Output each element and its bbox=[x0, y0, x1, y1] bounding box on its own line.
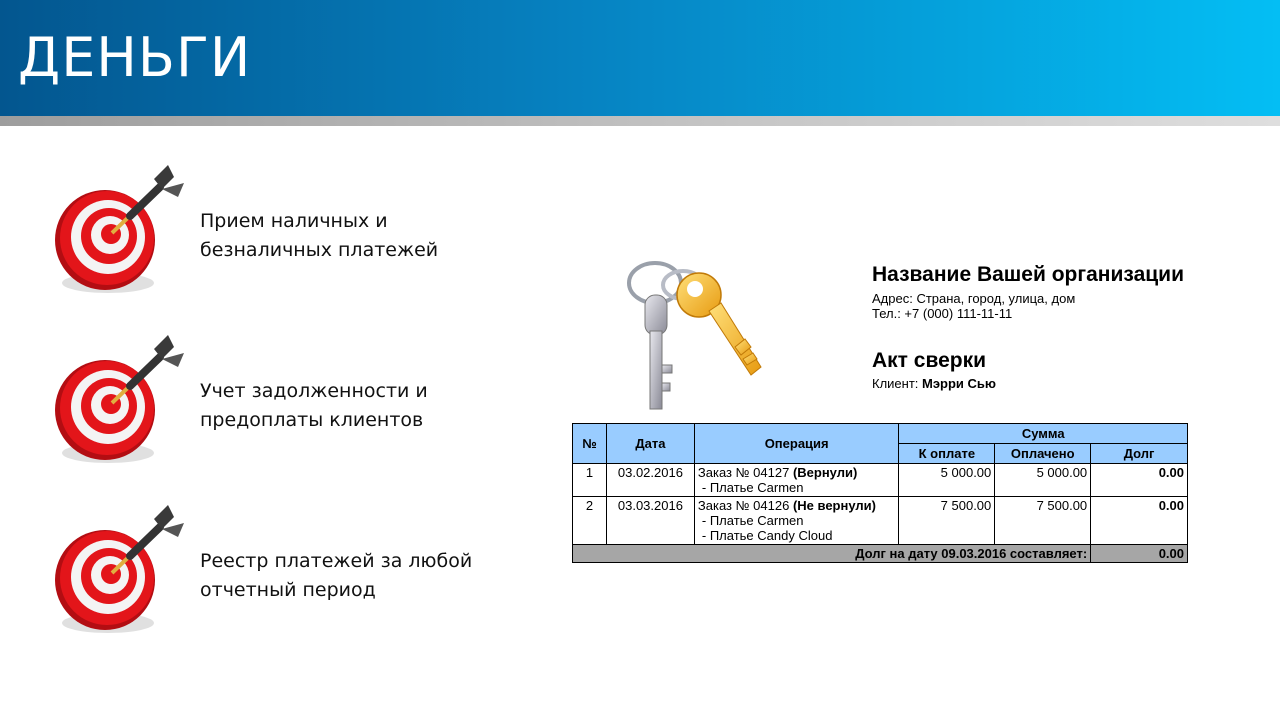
dartboard-target-icon bbox=[50, 505, 190, 645]
keys-icon bbox=[617, 255, 777, 425]
order-status: (Не вернули) bbox=[792, 498, 876, 513]
organization-contacts bbox=[872, 291, 1075, 321]
row-paid: 7 500.00 bbox=[995, 497, 1091, 545]
total-label: Долг на дату 09.03.2016 составляет: bbox=[573, 545, 1091, 563]
table-row bbox=[573, 464, 1188, 497]
column-header: Оплачено bbox=[995, 444, 1091, 464]
total-value: 0.00 bbox=[1091, 545, 1188, 563]
row-date: 03.02.2016 bbox=[606, 464, 694, 497]
column-header: Операция bbox=[694, 424, 899, 464]
client-label: Клиент: bbox=[872, 376, 919, 391]
feature-item bbox=[50, 335, 510, 475]
row-to-pay: 5 000.00 bbox=[899, 464, 995, 497]
row-operation bbox=[694, 464, 899, 497]
feature-text-line: отчетный период bbox=[200, 579, 376, 601]
row-number: 2 bbox=[573, 497, 607, 545]
row-paid: 5 000.00 bbox=[995, 464, 1091, 497]
header-divider bbox=[0, 116, 1280, 126]
feature-text-line: Учет задолженности и bbox=[200, 380, 428, 402]
dartboard-target-icon bbox=[50, 165, 190, 305]
slide-header bbox=[0, 0, 1280, 116]
organization-address: Адрес: Страна, город, улица, дом bbox=[872, 291, 1076, 306]
row-debt: 0.00 bbox=[1091, 497, 1188, 545]
order-item: - Платье Carmen bbox=[701, 513, 804, 528]
feature-text-line: Прием наличных и bbox=[200, 210, 388, 232]
column-header: № bbox=[573, 424, 607, 464]
feature-text bbox=[200, 547, 500, 605]
feature-text-line: предоплаты клиентов bbox=[200, 409, 424, 431]
row-number: 1 bbox=[573, 464, 607, 497]
row-to-pay: 7 500.00 bbox=[899, 497, 995, 545]
order-status: (Вернули) bbox=[792, 465, 858, 480]
total-row bbox=[573, 545, 1188, 563]
column-header: К оплате bbox=[899, 444, 995, 464]
feature-text bbox=[200, 377, 500, 435]
feature-text-line: Реестр платежей за любой bbox=[200, 550, 473, 572]
reconciliation-table bbox=[572, 423, 1188, 563]
feature-item bbox=[50, 505, 510, 645]
column-header: Сумма bbox=[899, 424, 1188, 444]
order-item: - Платье Carmen bbox=[701, 480, 804, 495]
table-row bbox=[573, 497, 1188, 545]
row-debt: 0.00 bbox=[1091, 464, 1188, 497]
feature-text bbox=[200, 207, 500, 265]
client-name: Мэрри Сью bbox=[922, 376, 997, 391]
column-header: Дата bbox=[606, 424, 694, 464]
organization-phone: Тел.: +7 (000) 111-11-11 bbox=[872, 306, 1013, 321]
column-header: Долг bbox=[1091, 444, 1188, 464]
dartboard-target-icon bbox=[50, 335, 190, 475]
reconciliation-act-document bbox=[572, 255, 1192, 585]
order-number: Заказ № 04126 bbox=[697, 498, 790, 513]
act-title: Акт сверки bbox=[872, 349, 987, 372]
feature-text-line: безналичных платежей bbox=[200, 239, 439, 261]
row-operation bbox=[694, 497, 899, 545]
row-date: 03.03.2016 bbox=[606, 497, 694, 545]
order-item: - Платье Candy Cloud bbox=[701, 528, 833, 543]
act-client bbox=[872, 376, 996, 391]
order-number: Заказ № 04127 bbox=[697, 465, 790, 480]
organization-name: Название Вашей организации bbox=[872, 263, 1184, 286]
feature-item bbox=[50, 165, 510, 305]
slide-title: ДЕНЬГИ bbox=[18, 26, 252, 89]
